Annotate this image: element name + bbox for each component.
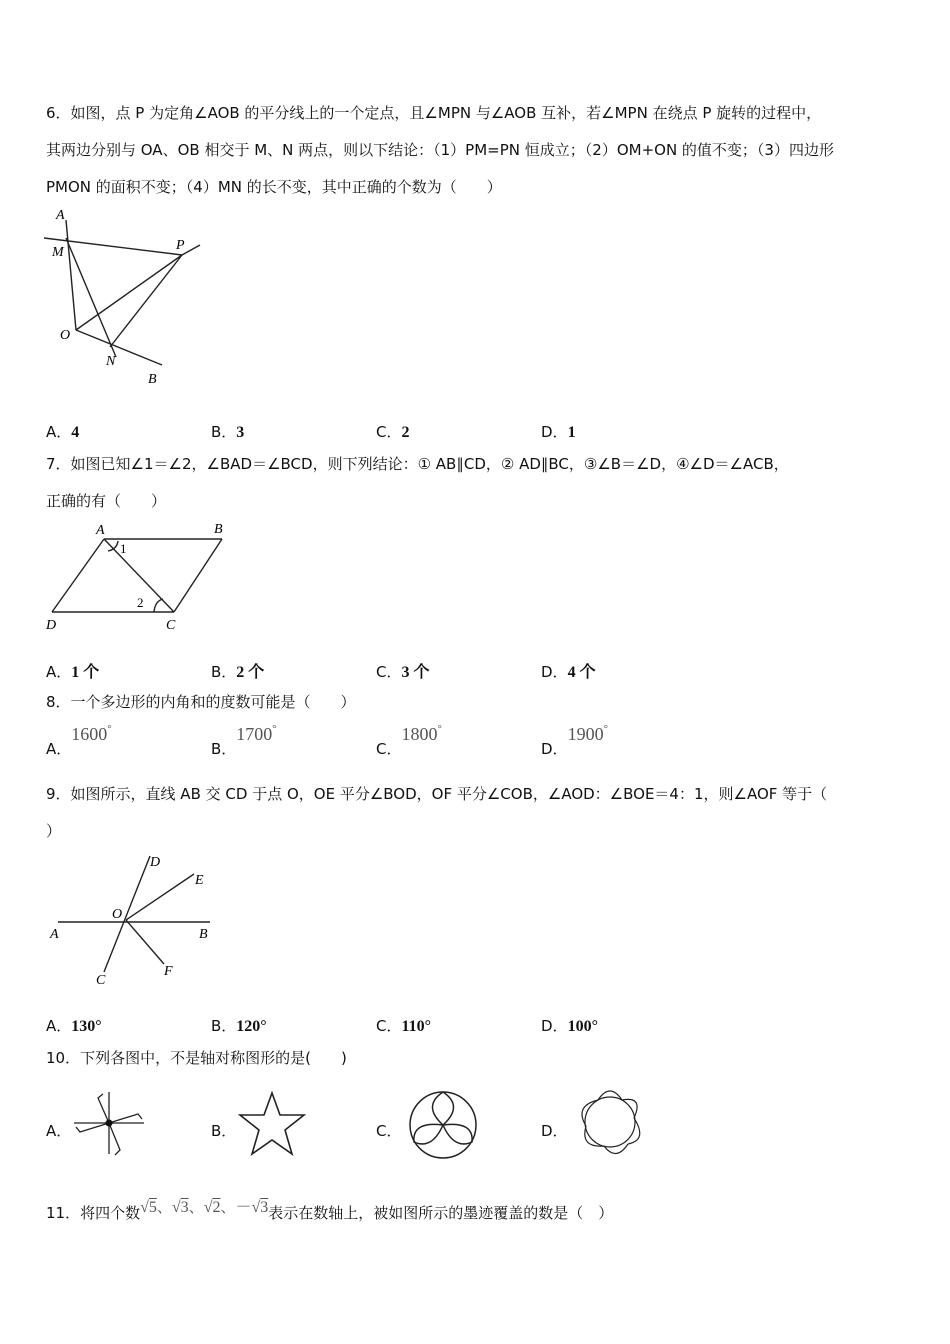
q7-label-angle-1: 1 <box>120 541 127 556</box>
q7-side-bc <box>174 539 222 612</box>
q10-option-c[interactable]: C． <box>376 1122 402 1140</box>
q8-option-d[interactable]: D．1900° <box>541 723 608 758</box>
q11-sqrt-3: √3 <box>171 1199 189 1216</box>
q6-option-c[interactable]: C．2 <box>376 423 410 441</box>
q8-option-c[interactable]: C．1800° <box>376 723 442 758</box>
q10-pinwheel-figure <box>72 1090 148 1160</box>
q6-segment-op <box>76 255 182 330</box>
q6-figure <box>44 205 214 395</box>
q8-value-c: 1800 <box>401 724 438 744</box>
q9-label-o: O <box>112 907 123 922</box>
q7-option-b[interactable]: B．2 个 <box>211 663 265 681</box>
q7-side-da <box>52 539 104 612</box>
q11-neg-sqrt-3: －√3 <box>235 1199 269 1216</box>
q8-option-b[interactable]: B．1700° <box>211 723 277 758</box>
q10-option-b[interactable]: B． <box>211 1122 237 1140</box>
q7-label-angle-2: 2 <box>137 595 144 610</box>
q7-label-d: D <box>46 618 57 633</box>
q9-option-a[interactable]: A．130° <box>46 1017 102 1035</box>
q6-text-line-1: 6．如图，点 P 为定角∠AOB 的平分线上的一个定点，且∠MPN 与∠AOB 互补，若∠MPN 在绕点 P 旋转的过程中， <box>46 104 822 122</box>
q10-option-a[interactable]: A． <box>46 1122 72 1140</box>
q9-label-e: E <box>195 873 204 888</box>
q9-ray-oe <box>126 874 194 920</box>
q9-figure <box>44 848 224 988</box>
q9-label-f: F <box>164 964 173 979</box>
q7-option-a[interactable]: A．1 个 <box>46 663 100 681</box>
q9-line-cd <box>104 856 150 972</box>
q9-options <box>46 1015 926 1045</box>
q7-label-a: A <box>96 523 105 538</box>
q10-options <box>46 1120 926 1150</box>
q8-options <box>46 723 926 768</box>
q11-text-line-1: 11．将四个数√5、√3、√2、－√3表示在数轴上，被如图所示的墨迹覆盖的数是（ ） <box>46 1198 614 1222</box>
q7-options <box>46 659 926 689</box>
q9-ray-of <box>126 920 164 964</box>
q6-line-mp <box>44 238 182 255</box>
q9-label-a: A <box>50 927 59 942</box>
q8-value-d: 1900 <box>567 724 604 744</box>
q9-label-c: C <box>96 973 106 988</box>
q8-option-a[interactable]: A．1600° <box>46 723 112 758</box>
q10-flower-figure <box>570 1082 650 1162</box>
q11-sqrt-5: √5 <box>140 1199 157 1216</box>
q6-label-b: B <box>148 372 157 387</box>
q6-option-d[interactable]: D．1 <box>541 423 576 441</box>
q9-label-d: D <box>150 855 161 870</box>
q9-option-c[interactable]: C．110° <box>376 1017 431 1035</box>
q10-star-figure <box>236 1090 308 1158</box>
q7-option-c[interactable]: C．3 个 <box>376 663 430 681</box>
q6-label-n: N <box>106 354 116 369</box>
q6-text-line-3: PMON 的面积不变；（4）MN 的长不变，其中正确的个数为（ ） <box>46 178 502 196</box>
q9-label-b: B <box>199 927 208 942</box>
q8-value-b: 1700 <box>236 724 273 744</box>
q7-text-line-1: 7．如图已知∠1＝∠2，∠BAD＝∠BCD，则下列结论：① AB∥CD，② AD∥BC，③∠B＝∠D，④∠D＝∠ACB， <box>46 455 789 473</box>
q6-text-line-2: 其两边分别与 OA、OB 相交于 M、N 两点，则以下结论：（1）PM=PN 恒成立；（2）OM+ON 的值不变；（3）四边形 <box>46 141 834 159</box>
q8-value-a: 1600 <box>71 724 108 744</box>
q7-label-b: B <box>214 522 223 537</box>
q6-options <box>46 421 926 451</box>
q6-ray-oa <box>66 220 76 330</box>
q6-label-p: P <box>176 238 185 253</box>
q7-option-d[interactable]: D．4 个 <box>541 663 596 681</box>
q6-label-o: O <box>60 328 71 343</box>
q6-label-m: M <box>52 245 64 260</box>
q10-option-d[interactable]: D． <box>541 1122 568 1140</box>
q7-label-c: C <box>166 618 176 633</box>
q11-sqrt-2: √2 <box>203 1199 221 1216</box>
q8-text-line-1: 8．一个多边形的内角和的度数可能是（ ） <box>46 693 356 711</box>
q6-label-a: A <box>56 208 65 223</box>
q10-circle-petals-figure <box>406 1088 480 1162</box>
q10-text-line-1: 10．下列各图中，不是轴对称图形的是( ) <box>46 1049 347 1067</box>
q6-bisector-ext <box>182 245 200 255</box>
q11-suffix: 表示在数轴上，被如图所示的墨迹覆盖的数是（ ） <box>268 1204 614 1222</box>
q6-segment-pn <box>110 255 182 347</box>
q9-option-b[interactable]: B．120° <box>211 1017 267 1035</box>
q9-option-d[interactable]: D．100° <box>541 1017 598 1035</box>
q11-prefix: 11．将四个数 <box>46 1204 141 1222</box>
q6-option-a[interactable]: A．4 <box>46 423 80 441</box>
q9-text-line-1: 9．如图所示，直线 AB 交 CD 于点 O，OE 平分∠BOD，OF 平分∠COB，∠AOD：∠BOE＝4：1，则∠AOF 等于（ <box>46 785 828 803</box>
q7-figure <box>42 515 232 635</box>
q7-text-line-2: 正确的有（ ） <box>46 492 167 510</box>
q6-option-b[interactable]: B．3 <box>211 423 245 441</box>
q7-angle-1-arc <box>108 541 118 551</box>
q9-text-line-2: ） <box>46 822 62 840</box>
q7-angle-2-arc <box>154 599 163 612</box>
